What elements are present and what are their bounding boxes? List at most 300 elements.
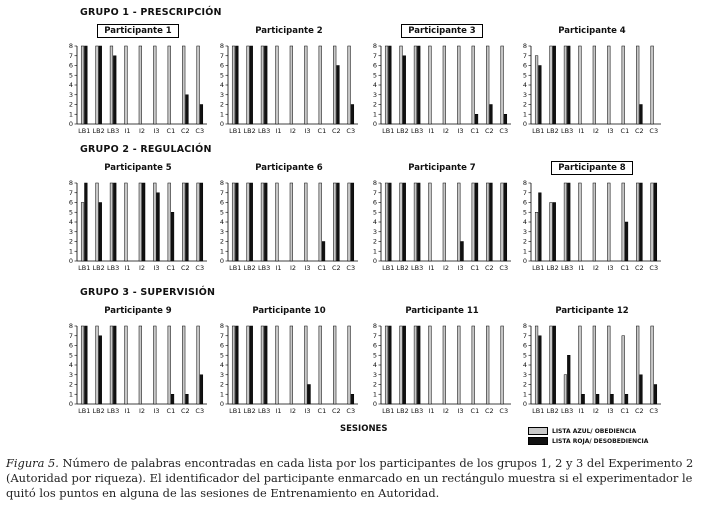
x-tick-label: I3 <box>304 127 311 135</box>
y-tick-label: 5 <box>68 208 73 217</box>
x-tick-label: C2 <box>331 127 341 135</box>
bar-red <box>417 46 420 124</box>
bar-blue <box>290 326 293 404</box>
bar-blue <box>182 46 185 124</box>
x-tick-label: LB1 <box>532 407 545 415</box>
x-tick-label: C3 <box>195 264 205 272</box>
bar-blue <box>651 46 654 124</box>
chart-panel-3 <box>367 24 517 152</box>
chart-svg <box>63 173 213 283</box>
y-tick-label: 8 <box>522 322 527 331</box>
chart-title-text: Participante 10 <box>252 306 326 316</box>
y-tick-label: 3 <box>68 370 73 379</box>
x-tick-label: LB3 <box>107 127 120 135</box>
bar-blue <box>564 375 567 404</box>
bar-blue <box>636 183 639 261</box>
bar-blue <box>550 46 553 124</box>
bar-red <box>567 183 570 261</box>
chart-svg <box>517 36 667 146</box>
x-tick-label: LB3 <box>561 127 574 135</box>
bar-red <box>654 385 657 405</box>
x-tick-label: LB3 <box>258 127 271 135</box>
y-tick-label: 8 <box>68 42 73 51</box>
x-tick-label: LB3 <box>411 264 424 272</box>
bar-blue <box>333 46 336 124</box>
bar-red <box>475 114 478 124</box>
bar-blue <box>535 326 538 404</box>
bar-red <box>351 183 354 261</box>
bar-red <box>99 203 102 262</box>
bar-red <box>250 46 253 124</box>
y-tick-label: 2 <box>219 380 224 389</box>
x-tick-label: I3 <box>304 407 311 415</box>
y-tick-label: 5 <box>522 208 527 217</box>
chart-panel-10 <box>214 304 364 432</box>
y-tick-label: 0 <box>372 257 377 266</box>
x-tick-label: I1 <box>578 127 585 135</box>
bar-red <box>403 326 406 404</box>
x-tick-label: I2 <box>442 127 450 135</box>
y-tick-label: 0 <box>219 257 224 266</box>
x-tick-label: C3 <box>346 407 356 415</box>
bar-red <box>157 193 160 261</box>
bar-blue <box>593 183 596 261</box>
x-tick-label: LB3 <box>107 407 120 415</box>
bar-blue <box>96 46 99 124</box>
x-tick-label: LB2 <box>92 264 105 272</box>
chart-panel-5 <box>63 161 213 289</box>
bar-blue <box>579 183 582 261</box>
x-tick-label: LB1 <box>382 407 395 415</box>
x-axis-title: SESIONES <box>340 424 388 434</box>
bar-blue <box>414 326 417 404</box>
bar-blue <box>139 183 142 261</box>
bar-red <box>250 183 253 261</box>
y-tick-label: 4 <box>372 81 377 90</box>
bar-red <box>539 336 542 404</box>
y-tick-label: 4 <box>219 218 224 227</box>
bar-red <box>236 46 239 124</box>
x-tick-label: C1 <box>317 407 327 415</box>
bar-red <box>113 326 116 404</box>
y-tick-label: 1 <box>372 110 377 119</box>
y-tick-label: 8 <box>372 322 377 331</box>
bar-blue <box>247 46 250 124</box>
y-tick-label: 5 <box>219 351 224 360</box>
y-tick-label: 1 <box>68 390 73 399</box>
bar-red <box>308 385 311 405</box>
x-tick-label: C3 <box>195 127 205 135</box>
bar-red <box>264 326 267 404</box>
bar-blue <box>153 326 156 404</box>
bar-blue <box>564 46 567 124</box>
chart-svg <box>367 316 517 426</box>
bar-red <box>99 336 102 404</box>
chart-title-text: Participante 11 <box>405 306 479 316</box>
y-tick-label: 7 <box>219 331 224 340</box>
bar-blue <box>486 326 489 404</box>
x-tick-label: LB2 <box>546 127 559 135</box>
bar-red <box>236 183 239 261</box>
bar-red <box>250 326 253 404</box>
y-tick-label: 7 <box>522 331 527 340</box>
bar-red <box>200 183 203 261</box>
bar-blue <box>319 46 322 124</box>
y-tick-label: 6 <box>68 198 73 207</box>
bar-blue <box>197 46 200 124</box>
bar-blue <box>261 183 264 261</box>
x-tick-label: C3 <box>499 407 509 415</box>
x-tick-label: C3 <box>649 407 659 415</box>
bar-blue <box>607 326 610 404</box>
y-tick-label: 6 <box>522 341 527 350</box>
y-tick-label: 6 <box>522 198 527 207</box>
bar-red <box>389 326 392 404</box>
bar-red <box>200 375 203 404</box>
x-tick-label: LB2 <box>243 407 256 415</box>
y-tick-label: 3 <box>522 90 527 99</box>
y-tick-label: 8 <box>68 322 73 331</box>
bar-blue <box>579 46 582 124</box>
x-tick-label: I2 <box>138 407 146 415</box>
y-tick-label: 1 <box>219 110 224 119</box>
chart-panel-7 <box>367 161 517 289</box>
bar-blue <box>607 46 610 124</box>
bar-red <box>582 394 585 404</box>
x-tick-label: I3 <box>607 264 614 272</box>
y-tick-label: 5 <box>219 208 224 217</box>
y-tick-label: 0 <box>522 257 527 266</box>
x-tick-label: LB1 <box>532 264 545 272</box>
bar-blue <box>81 326 84 404</box>
y-tick-label: 0 <box>68 257 73 266</box>
bar-blue <box>651 326 654 404</box>
bar-blue <box>125 46 128 124</box>
x-tick-label: C2 <box>634 407 644 415</box>
bar-blue <box>319 183 322 261</box>
y-tick-label: 2 <box>68 100 73 109</box>
x-tick-label: I3 <box>153 127 160 135</box>
bar-blue <box>400 326 403 404</box>
x-tick-label: I2 <box>592 264 600 272</box>
x-tick-label: LB2 <box>396 407 409 415</box>
x-tick-label: LB1 <box>78 127 91 135</box>
bar-red <box>417 183 420 261</box>
bar-blue <box>153 183 156 261</box>
x-tick-label: I1 <box>275 407 282 415</box>
caption-text: Número de palabras encontradas en cada lista por los participantes de los grupos 1, 2 y 3 del Experimento 2 (Autoridad por riqueza). El identificador del participante enmarcado en un rectángulo muestra si el experimentador le quitó los puntos en alguna de las sesiones de Entrenamiento en Autoridad. <box>6 456 694 500</box>
y-tick-label: 2 <box>522 100 527 109</box>
bar-red <box>640 183 643 261</box>
bar-red <box>490 105 493 125</box>
bar-blue <box>501 326 504 404</box>
x-tick-label: C2 <box>484 407 494 415</box>
y-tick-label: 0 <box>219 120 224 129</box>
x-tick-label: I2 <box>592 127 600 135</box>
bar-red <box>322 242 325 262</box>
bar-blue <box>96 183 99 261</box>
bar-red <box>504 183 507 261</box>
chart-panel-4 <box>517 24 667 152</box>
y-tick-label: 0 <box>68 400 73 409</box>
bar-blue <box>564 183 567 261</box>
x-tick-label: C3 <box>499 264 509 272</box>
x-tick-label: LB3 <box>411 127 424 135</box>
y-tick-label: 7 <box>522 188 527 197</box>
y-tick-label: 1 <box>372 390 377 399</box>
bar-red <box>640 375 643 404</box>
chart-svg <box>63 316 213 426</box>
bar-red <box>611 394 614 404</box>
chart-svg <box>214 316 364 426</box>
x-tick-label: LB1 <box>229 407 242 415</box>
bar-blue <box>501 183 504 261</box>
y-tick-label: 5 <box>522 351 527 360</box>
bar-red <box>186 183 189 261</box>
x-tick-label: C2 <box>331 407 341 415</box>
bar-blue <box>443 183 446 261</box>
x-tick-label: C2 <box>331 264 341 272</box>
x-tick-label: I1 <box>124 407 131 415</box>
chart-title-text: Participante 5 <box>104 163 172 173</box>
y-tick-label: 7 <box>372 188 377 197</box>
y-tick-label: 6 <box>372 341 377 350</box>
bar-blue <box>486 46 489 124</box>
x-tick-label: LB3 <box>258 264 271 272</box>
y-tick-label: 2 <box>219 100 224 109</box>
legend-swatch-blue <box>528 427 548 435</box>
y-tick-label: 6 <box>219 61 224 70</box>
y-tick-label: 4 <box>219 81 224 90</box>
x-tick-label: C2 <box>634 264 644 272</box>
bar-blue <box>304 183 307 261</box>
chart-title-text: Participante 3 <box>401 24 482 38</box>
bar-red <box>417 326 420 404</box>
x-tick-label: LB2 <box>396 264 409 272</box>
chart-svg <box>517 316 667 426</box>
x-tick-label: LB3 <box>107 264 120 272</box>
chart-svg <box>367 36 517 146</box>
x-tick-label: I1 <box>578 264 585 272</box>
y-tick-label: 5 <box>372 208 377 217</box>
bar-blue <box>429 183 432 261</box>
x-tick-label: C1 <box>620 127 630 135</box>
bar-blue <box>400 183 403 261</box>
bar-red <box>504 114 507 124</box>
y-tick-label: 3 <box>219 90 224 99</box>
x-tick-label: C3 <box>195 407 205 415</box>
x-tick-label: C1 <box>166 264 176 272</box>
y-tick-label: 6 <box>68 341 73 350</box>
bar-blue <box>348 46 351 124</box>
x-tick-label: I3 <box>153 407 160 415</box>
y-tick-label: 7 <box>68 188 73 197</box>
x-tick-label: I3 <box>153 264 160 272</box>
x-tick-label: LB1 <box>78 407 91 415</box>
bar-red <box>553 326 556 404</box>
bar-red <box>85 326 88 404</box>
bar-red <box>625 222 628 261</box>
x-tick-label: I2 <box>289 264 297 272</box>
y-tick-label: 0 <box>522 120 527 129</box>
x-tick-label: C1 <box>470 127 480 135</box>
x-tick-label: I3 <box>457 407 464 415</box>
legend-label-red: LISTA ROJA/ DESOBEDIENCIA <box>552 437 649 445</box>
y-tick-label: 8 <box>372 42 377 51</box>
bar-red <box>403 183 406 261</box>
bar-blue <box>348 326 351 404</box>
y-tick-label: 3 <box>372 370 377 379</box>
bar-red <box>539 66 542 125</box>
x-tick-label: I2 <box>138 264 146 272</box>
bar-blue <box>636 326 639 404</box>
y-tick-label: 5 <box>372 351 377 360</box>
bar-blue <box>593 46 596 124</box>
x-tick-label: C1 <box>166 407 176 415</box>
x-tick-label: C1 <box>166 127 176 135</box>
x-tick-label: I1 <box>428 127 435 135</box>
bar-red <box>171 394 174 404</box>
bar-red <box>186 394 189 404</box>
y-tick-label: 1 <box>522 247 527 256</box>
bar-red <box>553 46 556 124</box>
y-tick-label: 3 <box>219 370 224 379</box>
y-tick-label: 7 <box>68 51 73 60</box>
x-tick-label: C1 <box>620 264 630 272</box>
y-tick-label: 8 <box>219 42 224 51</box>
group-2-title: GRUPO 2 - REGULACIÓN <box>80 144 212 155</box>
x-tick-label: C3 <box>346 127 356 135</box>
x-tick-label: LB1 <box>382 127 395 135</box>
y-tick-label: 6 <box>372 61 377 70</box>
bar-blue <box>125 326 128 404</box>
x-tick-label: I2 <box>442 407 450 415</box>
y-tick-label: 2 <box>522 237 527 246</box>
x-tick-label: LB2 <box>243 264 256 272</box>
x-tick-label: C3 <box>649 264 659 272</box>
y-tick-label: 3 <box>219 227 224 236</box>
y-tick-label: 3 <box>522 370 527 379</box>
bar-blue <box>622 46 625 124</box>
bar-blue <box>290 183 293 261</box>
bar-blue <box>276 183 279 261</box>
y-tick-label: 1 <box>68 247 73 256</box>
bar-red <box>567 46 570 124</box>
legend-swatch-red <box>528 437 548 445</box>
y-tick-label: 1 <box>372 247 377 256</box>
y-tick-label: 0 <box>68 120 73 129</box>
x-tick-label: C2 <box>634 127 644 135</box>
bar-red <box>654 183 657 261</box>
bar-red <box>171 212 174 261</box>
bar-blue <box>385 326 388 404</box>
bar-blue <box>247 326 250 404</box>
bar-blue <box>96 326 99 404</box>
x-tick-label: LB1 <box>229 127 242 135</box>
y-tick-label: 3 <box>372 227 377 236</box>
x-tick-label: LB2 <box>396 127 409 135</box>
x-tick-label: C1 <box>620 407 630 415</box>
bar-blue <box>247 183 250 261</box>
y-tick-label: 1 <box>522 110 527 119</box>
bar-red <box>99 46 102 124</box>
bar-blue <box>110 46 113 124</box>
bar-red <box>640 105 643 125</box>
x-tick-label: I1 <box>428 264 435 272</box>
x-tick-label: LB2 <box>546 407 559 415</box>
x-tick-label: C1 <box>317 127 327 135</box>
y-tick-label: 6 <box>219 341 224 350</box>
y-tick-label: 0 <box>372 120 377 129</box>
bar-blue <box>304 326 307 404</box>
bar-blue <box>622 336 625 404</box>
bar-blue <box>429 46 432 124</box>
legend <box>528 426 648 446</box>
bar-blue <box>472 46 475 124</box>
bar-red <box>236 326 239 404</box>
bar-red <box>403 56 406 124</box>
bar-blue <box>81 203 84 262</box>
y-tick-label: 4 <box>68 361 73 370</box>
bar-red <box>337 66 340 125</box>
y-tick-label: 5 <box>372 71 377 80</box>
bar-blue <box>593 326 596 404</box>
x-tick-label: I3 <box>457 264 464 272</box>
bar-red <box>113 56 116 124</box>
y-tick-label: 7 <box>68 331 73 340</box>
y-tick-label: 4 <box>68 81 73 90</box>
legend-item-red <box>528 436 648 446</box>
y-tick-label: 7 <box>522 51 527 60</box>
bar-red <box>539 193 542 261</box>
chart-title-text: Participante 8 <box>551 161 632 175</box>
bar-blue <box>457 326 460 404</box>
bar-blue <box>535 56 538 124</box>
y-tick-label: 2 <box>219 237 224 246</box>
bar-red <box>186 95 189 124</box>
bar-blue <box>550 326 553 404</box>
bar-blue <box>414 46 417 124</box>
x-tick-label: I2 <box>442 264 450 272</box>
x-tick-label: C1 <box>317 264 327 272</box>
x-tick-label: I2 <box>138 127 146 135</box>
y-tick-label: 8 <box>522 42 527 51</box>
y-tick-label: 4 <box>522 218 527 227</box>
bar-blue <box>579 326 582 404</box>
y-tick-label: 5 <box>219 71 224 80</box>
bar-blue <box>333 183 336 261</box>
bar-red <box>490 183 493 261</box>
bar-blue <box>232 183 235 261</box>
bar-blue <box>429 326 432 404</box>
x-tick-label: C1 <box>470 264 480 272</box>
y-tick-label: 7 <box>219 188 224 197</box>
y-tick-label: 4 <box>372 218 377 227</box>
chart-panel-9 <box>63 304 213 432</box>
x-tick-label: C1 <box>470 407 480 415</box>
bar-blue <box>110 183 113 261</box>
y-tick-label: 4 <box>522 361 527 370</box>
bar-blue <box>168 183 171 261</box>
bar-red <box>264 46 267 124</box>
bar-blue <box>348 183 351 261</box>
x-tick-label: LB3 <box>258 407 271 415</box>
chart-title-text: Participante 12 <box>555 306 629 316</box>
y-tick-label: 8 <box>68 179 73 188</box>
y-tick-label: 8 <box>219 179 224 188</box>
y-tick-label: 8 <box>372 179 377 188</box>
y-tick-label: 7 <box>372 51 377 60</box>
